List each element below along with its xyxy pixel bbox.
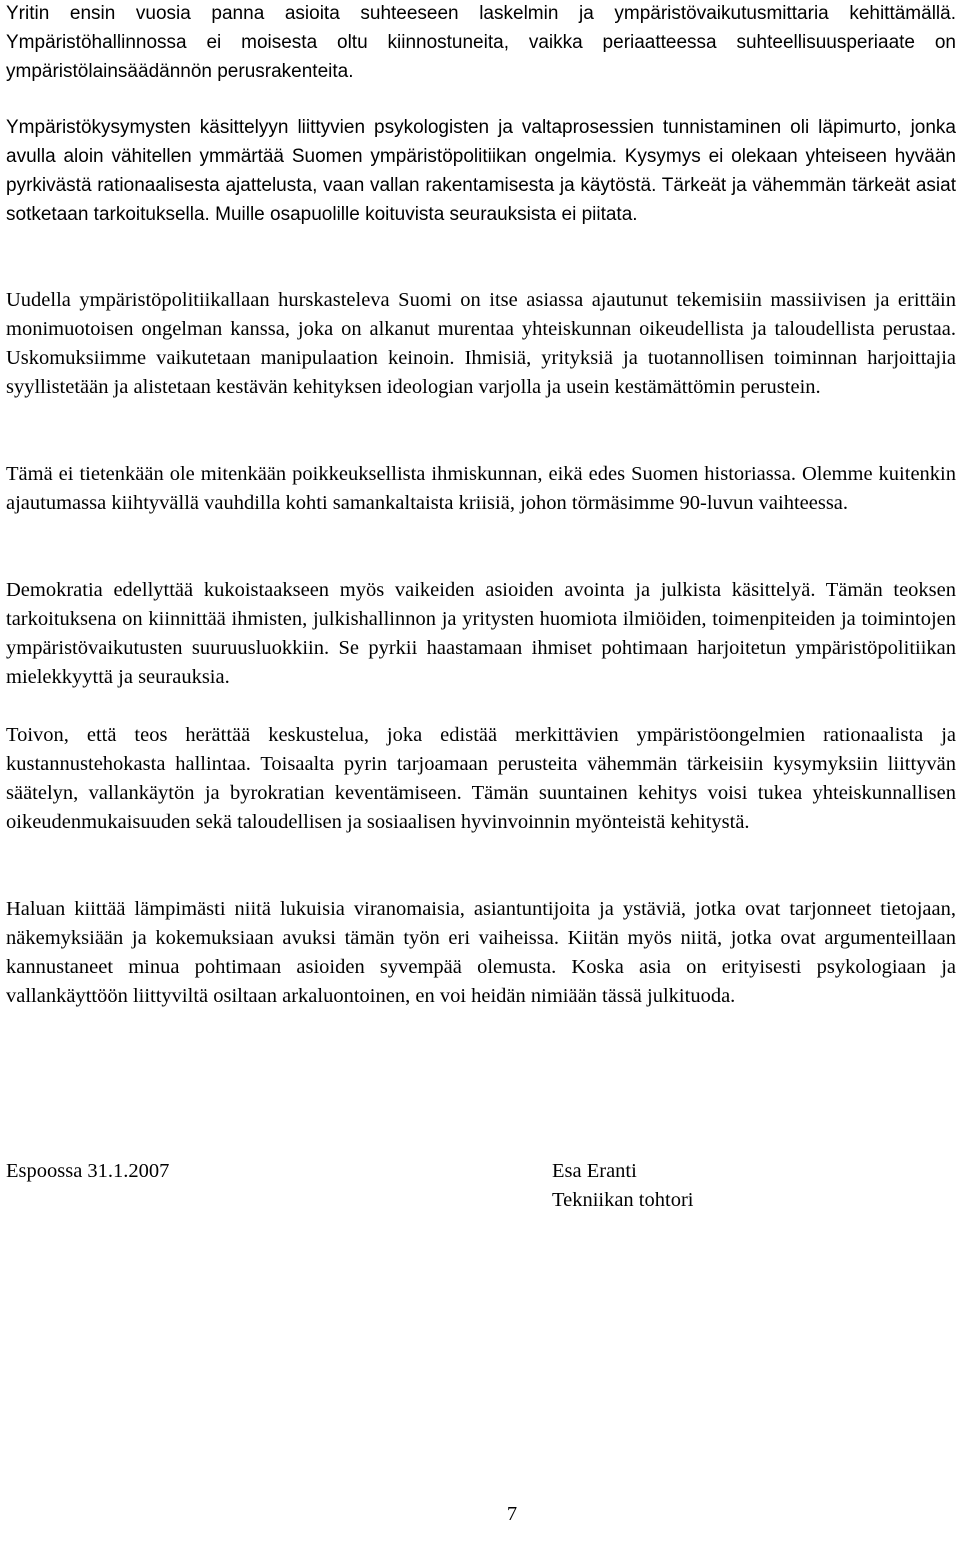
paragraph-1: Yritin ensin vuosia panna asioita suhteeseen laskelmin ja ympäristövaikutusmittaria kehittämällä. Ympäristöhallinnossa ei moisesta oltu kiinnostuneita, vaikka periaatteessa suhteellisuusperiaate on ympäristölainsäädännön perusrakenteita. (6, 3, 956, 82)
page-number (0, 1500, 960, 1529)
signature-block (6, 1157, 956, 1221)
author-title: Tekniikan tohtori (552, 1189, 694, 1211)
place-and-date: Espoossa 31.1.2007 (6, 1160, 170, 1182)
paragraph-7: Haluan kiittää lämpimästi niitä lukuisia viranomaisia, asiantuntijoita ja ystäviä, jotka ovat tarjonneet tietojaan, näkemyksiään ja kokemuksiaan avuksi tämän työn eri vaiheissa. Kiitän myös niitä, jotka ovat argumenteillaan kannustaneet minua pohtimaan asioiden syvempää olemusta. Koska asia on erityisesti psykologiaan ja vallankäyttöön liittyviltä osiltaan arkaluontoinen, en voi heidän nimiään tässä julkituoda. (6, 898, 956, 1007)
page-number-text: 7 (506, 1503, 518, 1525)
paragraph-2: Ympäristökysymysten käsittelyyn liittyvien psykologisten ja valtaprosessien tunnistaminen oli läpimurto, jonka avulla aloin vähitellen ymmärtää Suomen ympäristöpolitiikan ongelmia. Kysymys ei olekaan yhteiseen hyvään pyrkivästä rationaalisesta ajattelusta, vaan vallan rakentamisesta ja käytöstä. Tärkeät ja vähemmän tärkeät asiat sotketaan tarkoituksella. Muille osapuolille koituvista seurauksista ei piitata. (6, 117, 956, 225)
paragraph-3: Uudella ympäristöpolitiikallaan hurskasteleva Suomi on itse asiassa ajautunut tekemisiin massiivisen ja erittäin monimuotoisen ongelman kanssa, joka on alkanut murentaa yhteiskunnan oikeudellista ja taloudellista perustaa. Uskomuksiimme vaikutetaan manipulaation keinoin. Ihmisiä, yrityksiä ja tuotannollisen toiminnan harjoittajia syyllistetään ja alistetaan kestävän kehityksen ideologian varjolla ja usein kestämättömin perustein. (6, 289, 956, 398)
author-name: Esa Eranti (552, 1160, 637, 1182)
paragraph-5: Demokratia edellyttää kukoistaakseen myös vaikeiden asioiden avointa ja julkista käsittelyä. Tämän teoksen tarkoituksena on kiinnittää ihmisten, julkishallinnon ja yritysten huomiota ilmiöiden, toimenpiteiden ja toimintojen ympäristövaikutusten suuruusluokkiin. Se pyrkii haastamaan ihmiset pohtimaan harjoitetun ympäristöpolitiikan mielekkyyttä ja seurauksia. (6, 579, 956, 688)
paragraph-6: Toivon, että teos herättää keskustelua, joka edistää merkittävien ympäristöongelmien rationaalista ja kustannustehokasta hallintaa. Toisaalta pyrin tarjoamaan perusteita vähemmän tärkeisiin kysymyksiin liittyvän säätelyn, vallankäytön ja byrokratian keventämiseen. Tämän suuntainen kehitys voisi tukea yhteiskunnallisen oikeudenmukaisuuden sekä taloudellisen ja sosiaalisen hyvinvoinnin myönteistä kehitystä. (6, 724, 956, 833)
paragraph-4: Tämä ei tietenkään ole mitenkään poikkeuksellista ihmiskunnan, eikä edes Suomen historiassa. Olemme kuitenkin ajautumassa kiihtyvällä vauhdilla kohti samankaltaista kriisiä, johon törmäsimme 90-luvun vaihteessa. (6, 463, 956, 514)
